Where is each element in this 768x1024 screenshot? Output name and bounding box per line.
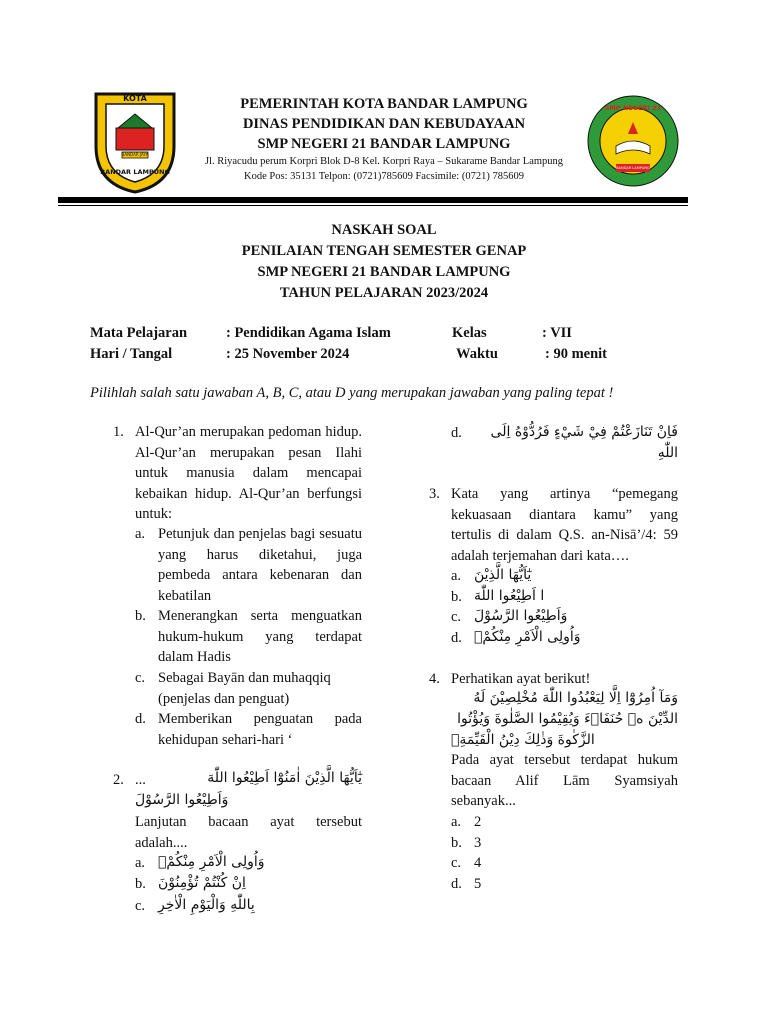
q1-stem: Al-Qur’an merupakan pedoman hidup. Al-Qur’an merupakan pesan Ilahi untuk manusia dalam mencapai kebaikan hidup. Al-Qur’an berfungsi untuk: (135, 424, 362, 522)
q4-arabic-line-3: الزَّكٰوةَ وَذٰلِكَ دِيْنُ الْقَيِّمَةِۗ (451, 732, 595, 748)
doc-title-2: PENILAIAN TENGAH SEMESTER GENAP (241, 243, 527, 259)
q3-option-text: يٰٓاَيُّهَا الَّذِيْنَ (474, 567, 532, 583)
doc-title-4: TAHUN PELAJARAN 2023/2024 (279, 285, 489, 301)
q2-option-text: اِنْ كُنْتُمْ تُؤْمِنُوْنَ (158, 875, 246, 891)
q4-option-letter: c. (451, 855, 462, 871)
q4-option-letter: d. (451, 876, 462, 892)
doc-title-3: SMP NEGERI 21 BANDAR LAMPUNG (257, 264, 511, 280)
q1-option-letter: d. (135, 711, 146, 727)
q2-option-text: فَاِنْ تَنَازَعْتُمْ فِيْ شَيْءٍ فَرُدُّوْهُ اِلَى اللّٰهِ (490, 424, 678, 461)
header-line-3: SMP NEGERI 21 BANDAR LAMPUNG (257, 136, 511, 152)
q1-option-text: Menerangkan serta menguatkan hukum-hukum yang terdapat dalam Hadis (158, 608, 362, 665)
q2-option-text: وَاُولِى الْاَمْرِ مِنْكُمْۚ (158, 854, 265, 870)
doc-title-1: NASKAH SOAL (331, 222, 437, 238)
instruction-text: Pilihlah salah satu jawaban A, B, C, atau D yang merupakan jawaban yang paling tepat ! (90, 385, 614, 401)
q4-option-letter: b. (451, 835, 462, 851)
header-contact: Kode Pos: 35131 Telpon: (0721)785609 Facsimile: (0721) 785609 (244, 171, 524, 182)
q2-option-letter: b. (135, 876, 146, 892)
q4-option-text: 5 (474, 876, 482, 892)
header-line-2: DINAS PENDIDIKAN DAN KEBUDAYAAN (242, 116, 526, 132)
q1-option-text: Memberikan penguatan pada kehidupan sehari-hari ‘ (158, 711, 362, 748)
class-value: : VII (542, 325, 572, 341)
q2-option-letter: c. (135, 898, 146, 914)
q2-prefix: ... (135, 772, 146, 788)
q2-option-text: بِاللّٰهِ وَالْيَوْمِ الْاٰخِرِ (158, 897, 255, 913)
q3-option-text: ا اَطِيْعُوا اللّٰهَ (474, 588, 545, 604)
q3-option-text: وَاَطِيْعُوا الرَّسُوْلَ (474, 608, 568, 624)
q3-option-text: وَاُولِى الْاَمْرِ مِنْكُمْۚ (474, 629, 581, 645)
q2-arabic-line-2: وَاَطِيْعُوا الرَّسُوْلَ (135, 792, 229, 808)
q4-stem: Pada ayat tersebut terdapat hukum bacaan Alif Lām Syamsiyah sebanyak... (451, 752, 678, 809)
q1-option-letter: c. (135, 670, 146, 686)
left-logo-top-text: KOTA (123, 94, 147, 103)
header-line-1: PEMERINTAH KOTA BANDAR LAMPUNG (240, 96, 528, 112)
q3-option-letter: c. (451, 609, 462, 625)
right-logo-banner: BANDAR LAMPUNG (616, 166, 650, 170)
q4-option-text: 2 (474, 814, 482, 830)
right-logo (586, 94, 680, 188)
q3-option-letter: d. (451, 630, 462, 646)
right-logo-text: SMP NEGERI 21 (604, 104, 662, 112)
q1-option-letter: a. (135, 526, 146, 542)
header-address: Jl. Riyacudu perum Korpri Blok D-8 Kel. Korpri Raya – Sukarame Bandar Lampung (204, 156, 564, 167)
header-divider-thin (58, 205, 688, 206)
date-value: : 25 November 2024 (226, 346, 350, 362)
subject-value: : Pendidikan Agama Islam (226, 325, 391, 341)
q1-number: 1. (113, 424, 124, 440)
q1-option-text: Sebagai Bayān dan muhaqqiq (penjelas dan penguat) (158, 670, 331, 707)
q4-intro: Perhatikan ayat berikut! (451, 671, 591, 687)
q2-arabic-line-1: يٰٓاَيُّهَا الَّذِيْنَ اٰمَنُوْٓا اَطِيْعُوا اللّٰهَ (207, 770, 362, 786)
q3-number: 3. (429, 486, 440, 502)
left-logo (92, 88, 178, 194)
q2-option-letter: d. (451, 425, 462, 441)
header-divider-thick (58, 197, 688, 203)
q1-option-letter: b. (135, 608, 146, 624)
q4-number: 4. (429, 671, 440, 687)
q3-option-letter: a. (451, 568, 462, 584)
subject-label: Mata Pelajaran (90, 325, 188, 341)
time-value: : 90 menit (545, 346, 608, 362)
q4-option-text: 3 (474, 835, 482, 851)
q4-option-letter: a. (451, 814, 462, 830)
time-label: Waktu (456, 346, 498, 362)
q4-arabic-line-1: وَمَآ اُمِرُوْٓا اِلَّا لِيَعْبُدُوا اللّٰهَ مُخْلِصِيْنَ لَهُ (473, 690, 678, 706)
q1-option-text: Petunjuk dan penjelas bagi sesuatu yang harus diketahui, juga pembeda antara kebenaran dan kebatilan (158, 526, 362, 604)
left-logo-banner-text: BANDAR JAYA (121, 152, 149, 157)
q4-arabic-line-2: الدِّيْنَ ەۙ حُنَفَاۤءَ وَيُقِيْمُوا الصَّلٰوةَ وَيُؤْتُوا (457, 711, 678, 727)
q2-number: 2. (113, 772, 124, 788)
class-label: Kelas (452, 325, 487, 341)
q3-option-letter: b. (451, 589, 462, 605)
left-logo-bottom-text: BANDAR LAMPUNG (100, 168, 170, 176)
q2-stem: Lanjutan bacaan ayat tersebut adalah.... (135, 814, 362, 851)
q3-stem: Kata yang artinya “pemegang kekuasaan diantara kamu” yang tertulis di dalam Q.S. an-Nisā’/4: 59 adalah terjemahan dari kata…. (451, 486, 678, 564)
q4-option-text: 4 (474, 855, 482, 871)
date-label: Hari / Tangal (90, 346, 173, 362)
q2-option-letter: a. (135, 855, 146, 871)
